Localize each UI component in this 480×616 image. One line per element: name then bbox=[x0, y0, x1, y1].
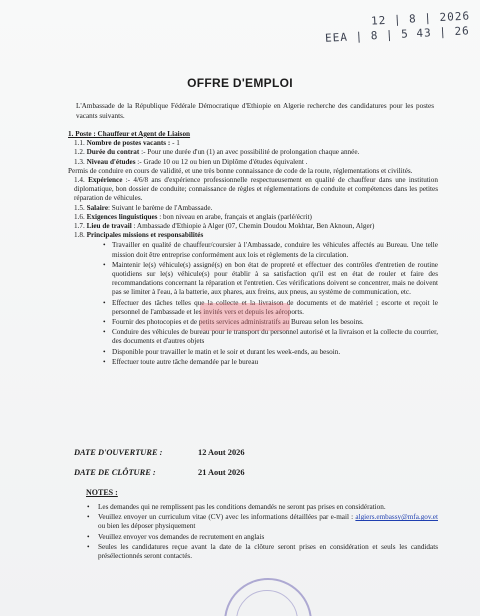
list-item: • Conduire des véhicules de bureau pour le transport du personnel autorisé et la livraison et la collecte du courrier, des documents et d'autres objets bbox=[112, 328, 438, 346]
list-item: • Disponible pour travailler le matin et le soir et durant les week-ends, au besoin. bbox=[112, 348, 438, 357]
note-item: • Veuillez envoyer vos demandes de recrutement en anglais bbox=[98, 533, 438, 542]
handwritten-reference-number: EEA | 8 | 5 43 | 26 bbox=[324, 24, 471, 45]
item-contract-duration: 1.2. Durée du contrat :- Pour une durée d'un (1) an avec possibilité de prolongation chaque année. bbox=[74, 148, 360, 157]
section-heading: 1. Poste : Chauffeur et Agent de Liaison bbox=[68, 130, 191, 138]
page-title: OFFRE D'EMPLOI bbox=[187, 76, 293, 90]
email-link[interactable]: algiers.embassy@mfa.gov.et bbox=[355, 513, 438, 522]
note-item: • Veuillez envoyer un curriculum vitae (CV) avec les informations détaillées par e-mail : algiers.embassy@mfa.gov.et ou bien les déposer physiquement bbox=[98, 513, 438, 531]
item-workplace: 1.7. Lieu de travail : Ambassade d'Ethiopie à Alger (07, Chemin Doudou Mokhtar, Ben Aknoun, Alger) bbox=[74, 222, 375, 231]
embassy-seal-stamp bbox=[224, 578, 312, 616]
closing-date-value: 21 Aout 2026 bbox=[198, 468, 245, 477]
item-education-level: 1.3. Niveau d'études :- Grade 10 ou 12 ou bien un Diplôme d'études équivalent . bbox=[74, 157, 308, 166]
list-item: • Fournir des photocopies et de petits services administratifs au Bureau selon les besoins. bbox=[112, 318, 438, 327]
note-item: • Seules les candidatures reçue avant la date de la clôture seront prises en considération et seuls les candidats présélectionnés seront contactés. bbox=[98, 543, 438, 561]
handwritten-reference-date: 12 | 8 | 2026 bbox=[370, 9, 471, 28]
notes-list bbox=[98, 503, 438, 562]
note-item: • Les demandes qui ne remplissent pas les conditions demandés ne seront pas prises en considération. bbox=[98, 503, 438, 512]
item-vacancies: 1.1. Nombre de postes vacants : - 1 bbox=[74, 139, 180, 148]
driving-license-paragraph: Permis de conduire en cours de validité, et une très bonne connaissance de code de la route, réglementations et civilités. bbox=[68, 166, 413, 175]
list-item: • Travailler en qualité de chauffeur/coursier à l'Ambassade, conduire les véhicules affectés au Bureau. Une telle mission doit être entreprise conformément aux lois et règlements de la circulation. bbox=[112, 241, 438, 259]
item-language-requirements: 1.6. Exigences linguistiques : bon niveau en arabe, français et anglais (parlé/écrit) bbox=[74, 212, 312, 221]
notes-heading: NOTES : bbox=[86, 488, 118, 497]
list-item: • Effectuer toute autre tâche demandée par le bureau bbox=[112, 358, 438, 367]
opening-date-label: DATE D'OUVERTURE : bbox=[74, 448, 163, 457]
opening-date-row bbox=[74, 448, 245, 457]
opening-date-value: 12 Aout 2026 bbox=[198, 448, 245, 457]
item-experience: 1.4. Expérience :- 4/6/8 ans d'expérience professionnelle respectueusement en qualité de chauffeur dans une institution diplomatique, bon dossier de conduite; connaissance de règles et réglementations de conduite et compétences dans les petites réparation de véhicules. bbox=[74, 176, 438, 203]
list-item: • Maintenir le(s) véhicule(s) assigné(s) en bon état de propreté et effectuer des contrôles d'entretien de routine quotidiens sur le(s) véhicule(s) pour établir à sa satisfaction qu'il est en état de rouler et faire des recommandations concernant la réparation et l'entretien. Ces vérifications doivent se concentrer, mais ne doivent pas se limiter à l'eau, à la batterie, aux phares, aux freins, aux pneus, au système de communication, etc. bbox=[112, 261, 438, 298]
list-item: • Effectuer des tâches telles que la collecte et la livraison de documents et de matériel ; escorte et reçoit le personnel de l'ambassade et les invités vers et depuis les aéroports. bbox=[112, 299, 438, 317]
intro-paragraph: L'Ambassade de la République Fédérale Démocratique d'Ethiopie en Algerie recherche des candidatures pour les postes vacants suivants. bbox=[76, 102, 434, 120]
position-section bbox=[68, 130, 438, 368]
closing-date-row bbox=[74, 468, 245, 477]
item-salary: 1.5. Salaire: Suivant le barème de l'Ambassade. bbox=[74, 203, 213, 212]
highlight-watermark bbox=[200, 303, 290, 331]
closing-date-label: DATE DE CLÔTURE : bbox=[74, 468, 156, 477]
item-main-responsibilities: 1.8. Principales missions et responsabilités bbox=[74, 231, 204, 240]
